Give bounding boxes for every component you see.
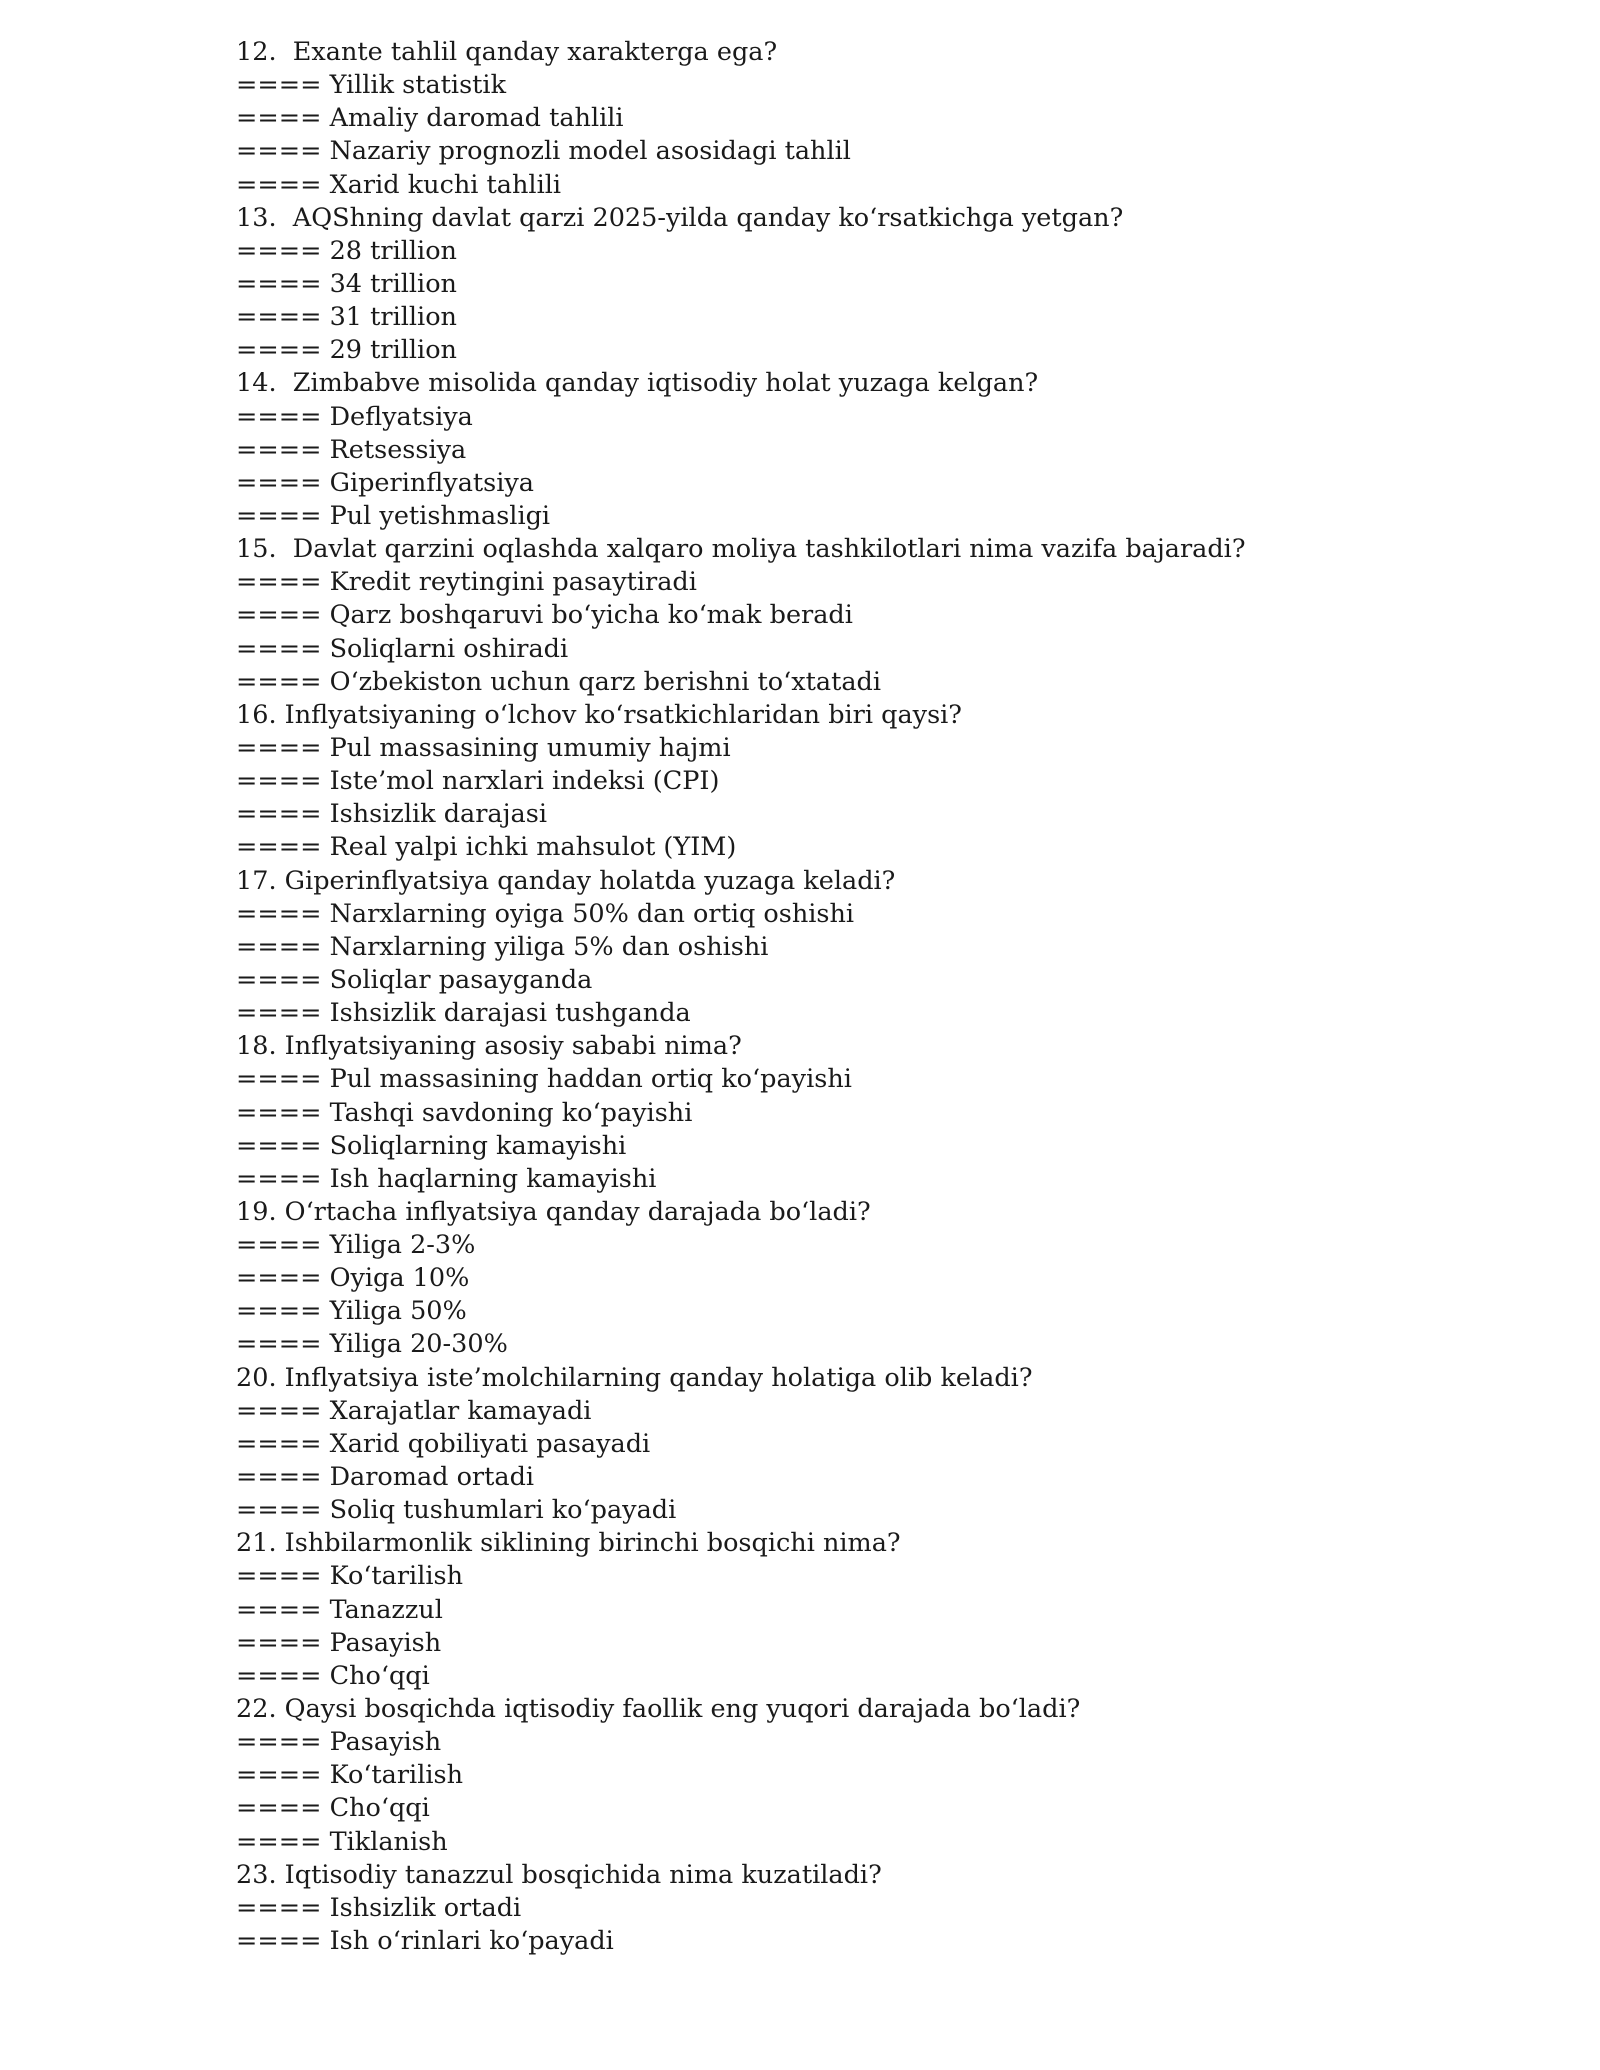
- answer-option: [236, 798, 1536, 831]
- question-text: Inflyatsiyaning o‘lchov ko‘rsatkichlaridan biri qaysi?: [284, 699, 962, 730]
- option-text: Pul yetishmasligi: [329, 500, 551, 531]
- option-marker: ====: [236, 1230, 322, 1261]
- option-marker: ====: [236, 1892, 322, 1923]
- spacer: [321, 799, 329, 829]
- option-text: Ko‘tarilish: [329, 1561, 464, 1592]
- question-text: Ishbilarmonlik siklining birinchi bosqichi nima?: [284, 1528, 901, 1559]
- question-number: 17.: [236, 865, 277, 896]
- option-text: 29 trillion: [329, 335, 457, 366]
- spacer: [277, 37, 285, 67]
- option-text: Iste’mol narxlari indeksi (CPI): [329, 766, 720, 797]
- question-number: 14.: [236, 368, 277, 399]
- spacer: [321, 1296, 329, 1326]
- option-marker: ====: [236, 1926, 322, 1957]
- question-number: 22.: [236, 1694, 277, 1725]
- option-marker: ====: [236, 401, 322, 432]
- answer-option: [236, 898, 1536, 931]
- answer-option: [236, 434, 1536, 467]
- question-text: Inflyatsiya iste’molchilarning qanday holatiga olib keladi?: [284, 1362, 1033, 1393]
- spacer: [321, 170, 329, 200]
- option-marker: ====: [236, 964, 322, 995]
- answer-option: [236, 1892, 1536, 1925]
- answer-option: [236, 599, 1536, 632]
- answer-option: [236, 1097, 1536, 1130]
- option-marker: ====: [236, 1462, 322, 1493]
- spacer: [321, 435, 329, 465]
- option-text: Narxlarning yiliga 5% dan oshishi: [329, 931, 769, 962]
- spacer: [321, 70, 329, 100]
- spacer: [321, 1396, 329, 1426]
- option-text: Tanazzul: [329, 1594, 443, 1625]
- answer-option: [236, 401, 1536, 434]
- answer-option: [236, 467, 1536, 500]
- spacer: [321, 965, 329, 995]
- spacer: [321, 1098, 329, 1128]
- option-marker: ====: [236, 467, 322, 498]
- spacer: [277, 368, 285, 398]
- answer-option: [236, 1163, 1536, 1196]
- option-marker: ====: [236, 1627, 322, 1658]
- question-number: 12.: [236, 37, 277, 67]
- option-text: Yiliga 50%: [329, 1296, 467, 1327]
- option-marker: ====: [236, 302, 322, 333]
- option-marker: ====: [236, 998, 322, 1029]
- question-text: Iqtisodiy tanazzul bosqichida nima kuzatiladi?: [284, 1859, 882, 1890]
- spacer: [321, 1661, 329, 1691]
- question-text: Davlat qarzini oqlashda xalqaro moliya tashkilotlari nima vazifa bajaradi?: [284, 534, 1246, 565]
- option-marker: ====: [236, 600, 322, 631]
- question-text: Zimbabve misolida qanday iqtisodiy holat yuzaga kelgan?: [284, 368, 1039, 399]
- option-marker: ====: [236, 103, 322, 134]
- answer-option: [236, 931, 1536, 964]
- question-number: 18.: [236, 1031, 277, 1062]
- option-text: Xarid kuchi tahlili: [329, 169, 562, 200]
- question-line: [236, 202, 1536, 235]
- spacer: [277, 1363, 285, 1393]
- option-text: Yiliga 20-30%: [329, 1329, 508, 1360]
- spacer: [321, 1230, 329, 1260]
- question-text: Inflyatsiyaning asosiy sababi nima?: [284, 1031, 742, 1062]
- answer-option: [236, 1726, 1536, 1759]
- option-marker: ====: [236, 169, 322, 200]
- spacer: [321, 1793, 329, 1823]
- spacer: [321, 1064, 329, 1094]
- question-number: 19.: [236, 1196, 277, 1227]
- question-line: [236, 1030, 1536, 1063]
- option-text: Ko‘tarilish: [329, 1760, 464, 1791]
- option-marker: ====: [236, 268, 322, 299]
- option-text: Soliqlar pasayganda: [329, 964, 593, 995]
- spacer: [321, 1429, 329, 1459]
- option-marker: ====: [236, 931, 322, 962]
- option-text: Ish haqlarning kamayishi: [329, 1163, 657, 1194]
- option-text: Kredit reytingini pasaytiradi: [329, 567, 697, 598]
- option-marker: ====: [236, 1760, 322, 1791]
- option-text: Amaliy daromad tahlili: [329, 103, 624, 134]
- option-text: Ishsizlik darajasi: [329, 799, 547, 830]
- spacer: [321, 1893, 329, 1923]
- answer-option: [236, 666, 1536, 699]
- question-line: [236, 1527, 1536, 1560]
- option-marker: ====: [236, 1826, 322, 1857]
- answer-option: [236, 997, 1536, 1030]
- spacer: [277, 1031, 285, 1061]
- option-text: Ishsizlik ortadi: [329, 1892, 522, 1923]
- spacer: [321, 1131, 329, 1161]
- spacer: [277, 203, 285, 233]
- option-text: Tiklanish: [329, 1826, 448, 1857]
- spacer: [321, 1827, 329, 1857]
- answer-option: [236, 1560, 1536, 1593]
- answer-option: [236, 633, 1536, 666]
- question-number: 15.: [236, 534, 277, 565]
- question-number: 23.: [236, 1859, 277, 1890]
- option-text: 28 trillion: [329, 235, 457, 266]
- answer-option: [236, 235, 1536, 268]
- document-page: [236, 36, 1536, 1958]
- question-number: 20.: [236, 1362, 277, 1393]
- answer-option: [236, 1494, 1536, 1527]
- spacer: [321, 634, 329, 664]
- answer-option: [236, 1660, 1536, 1693]
- spacer: [321, 733, 329, 763]
- spacer: [321, 899, 329, 929]
- option-marker: ====: [236, 666, 322, 697]
- question-text: Exante tahlil qanday xarakterga ega?: [284, 37, 778, 67]
- option-text: Giperinflyatsiya: [329, 467, 535, 498]
- option-marker: ====: [236, 70, 322, 101]
- option-text: Pasayish: [329, 1627, 442, 1658]
- option-text: Pul massasining haddan ortiq ko‘payishi: [329, 1064, 852, 1095]
- spacer: [277, 1197, 285, 1227]
- spacer: [321, 1628, 329, 1658]
- option-marker: ====: [236, 500, 322, 531]
- answer-option: [236, 1130, 1536, 1163]
- option-marker: ====: [236, 633, 322, 664]
- option-marker: ====: [236, 1163, 322, 1194]
- option-marker: ====: [236, 1263, 322, 1294]
- answer-option: [236, 1627, 1536, 1660]
- answer-option: [236, 102, 1536, 135]
- answer-option: [236, 1328, 1536, 1361]
- spacer: [321, 335, 329, 365]
- spacer: [321, 1495, 329, 1525]
- spacer: [277, 1860, 285, 1890]
- answer-option: [236, 1461, 1536, 1494]
- question-line: [236, 699, 1536, 732]
- spacer: [321, 667, 329, 697]
- question-line: [236, 367, 1536, 400]
- spacer: [321, 1329, 329, 1359]
- spacer: [321, 998, 329, 1028]
- option-text: Soliqlarning kamayishi: [329, 1130, 627, 1161]
- spacer: [321, 1462, 329, 1492]
- option-marker: ====: [236, 136, 322, 167]
- option-text: Real yalpi ichki mahsulot (YIM): [329, 832, 737, 863]
- answer-option: [236, 1594, 1536, 1627]
- answer-option: [236, 1295, 1536, 1328]
- option-marker: ====: [236, 799, 322, 830]
- option-text: Xarajatlar kamayadi: [329, 1395, 592, 1426]
- answer-option: [236, 334, 1536, 367]
- option-marker: ====: [236, 1793, 322, 1824]
- answer-option: [236, 135, 1536, 168]
- answer-option: [236, 1792, 1536, 1825]
- spacer: [277, 1528, 285, 1558]
- spacer: [277, 1694, 285, 1724]
- option-text: Oyiga 10%: [329, 1263, 470, 1294]
- option-text: Pasayish: [329, 1727, 442, 1758]
- question-line: [236, 36, 1536, 69]
- option-marker: ====: [236, 1428, 322, 1459]
- option-text: Cho‘qqi: [329, 1793, 430, 1824]
- question-number: 21.: [236, 1528, 277, 1559]
- answer-option: [236, 1925, 1536, 1958]
- option-text: Ishsizlik darajasi tushganda: [329, 998, 691, 1029]
- option-marker: ====: [236, 898, 322, 929]
- question-line: [236, 1196, 1536, 1229]
- option-text: Deflyatsiya: [329, 401, 473, 432]
- answer-option: [236, 1229, 1536, 1262]
- spacer: [321, 1727, 329, 1757]
- option-text: Narxlarning oyiga 50% dan ortiq oshishi: [329, 898, 855, 929]
- option-marker: ====: [236, 1561, 322, 1592]
- answer-option: [236, 69, 1536, 102]
- option-text: Nazariy prognozli model asosidagi tahlil: [329, 136, 851, 167]
- option-marker: ====: [236, 1097, 322, 1128]
- spacer: [321, 402, 329, 432]
- spacer: [321, 136, 329, 166]
- answer-option: [236, 831, 1536, 864]
- spacer: [321, 1760, 329, 1790]
- answer-option: [236, 1428, 1536, 1461]
- answer-option: [236, 1759, 1536, 1792]
- answer-option: [236, 500, 1536, 533]
- option-marker: ====: [236, 1296, 322, 1327]
- spacer: [321, 1164, 329, 1194]
- spacer: [321, 302, 329, 332]
- option-marker: ====: [236, 1727, 322, 1758]
- option-marker: ====: [236, 1064, 322, 1095]
- question-text: Giperinflyatsiya qanday holatda yuzaga keladi?: [284, 865, 896, 896]
- spacer: [321, 766, 329, 796]
- option-text: Soliq tushumlari ko‘payadi: [329, 1495, 677, 1526]
- option-marker: ====: [236, 1594, 322, 1625]
- option-marker: ====: [236, 335, 322, 366]
- answer-option: [236, 1395, 1536, 1428]
- option-text: Daromad ortadi: [329, 1462, 535, 1493]
- question-line: [236, 1859, 1536, 1892]
- option-text: Xarid qobiliyati pasayadi: [329, 1428, 651, 1459]
- answer-option: [236, 1063, 1536, 1096]
- answer-option: [236, 1826, 1536, 1859]
- option-marker: ====: [236, 235, 322, 266]
- answer-option: [236, 765, 1536, 798]
- option-marker: ====: [236, 1395, 322, 1426]
- question-line: [236, 865, 1536, 898]
- option-marker: ====: [236, 1660, 322, 1691]
- option-text: Soliqlarni oshiradi: [329, 633, 569, 664]
- option-text: 31 trillion: [329, 302, 457, 333]
- option-text: Qarz boshqaruvi bo‘yicha ko‘mak beradi: [329, 600, 853, 631]
- option-marker: ====: [236, 434, 322, 465]
- question-line: [236, 1693, 1536, 1726]
- question-line: [236, 1362, 1536, 1395]
- spacer: [321, 832, 329, 862]
- spacer: [321, 501, 329, 531]
- spacer: [321, 1561, 329, 1591]
- option-text: Yillik statistik: [329, 70, 507, 101]
- spacer: [321, 468, 329, 498]
- spacer: [277, 534, 285, 564]
- question-text: AQShning davlat qarzi 2025-yilda qanday ko‘rsatkichga yetgan?: [284, 202, 1124, 233]
- answer-option: [236, 566, 1536, 599]
- spacer: [321, 236, 329, 266]
- option-text: Pul massasining umumiy hajmi: [329, 732, 731, 763]
- spacer: [321, 567, 329, 597]
- spacer: [277, 866, 285, 896]
- option-text: Tashqi savdoning ko‘payishi: [329, 1097, 693, 1128]
- option-marker: ====: [236, 832, 322, 863]
- spacer: [321, 269, 329, 299]
- question-text: Qaysi bosqichda iqtisodiy faollik eng yuqori darajada bo‘ladi?: [284, 1694, 1081, 1725]
- spacer: [321, 1595, 329, 1625]
- spacer: [321, 1263, 329, 1293]
- answer-option: [236, 169, 1536, 202]
- option-text: Yiliga 2-3%: [329, 1230, 476, 1261]
- answer-option: [236, 301, 1536, 334]
- question-number: 16.: [236, 699, 277, 730]
- answer-option: [236, 1262, 1536, 1295]
- spacer: [321, 932, 329, 962]
- option-text: Ish o‘rinlari ko‘payadi: [329, 1926, 614, 1957]
- option-text: 34 trillion: [329, 268, 457, 299]
- question-number: 13.: [236, 202, 277, 233]
- option-marker: ====: [236, 1329, 322, 1360]
- option-text: O‘zbekiston uchun qarz berishni to‘xtatadi: [329, 666, 882, 697]
- option-text: Retsessiya: [329, 434, 467, 465]
- spacer: [321, 1926, 329, 1956]
- answer-option: [236, 268, 1536, 301]
- answer-option: [236, 732, 1536, 765]
- option-marker: ====: [236, 732, 322, 763]
- spacer: [277, 700, 285, 730]
- spacer: [321, 103, 329, 133]
- option-text: Cho‘qqi: [329, 1660, 430, 1691]
- spacer: [321, 600, 329, 630]
- option-marker: ====: [236, 567, 322, 598]
- option-marker: ====: [236, 766, 322, 797]
- option-marker: ====: [236, 1130, 322, 1161]
- question-line: [236, 533, 1536, 566]
- answer-option: [236, 964, 1536, 997]
- question-text: O‘rtacha inflyatsiya qanday darajada bo‘ladi?: [284, 1196, 871, 1227]
- option-marker: ====: [236, 1495, 322, 1526]
